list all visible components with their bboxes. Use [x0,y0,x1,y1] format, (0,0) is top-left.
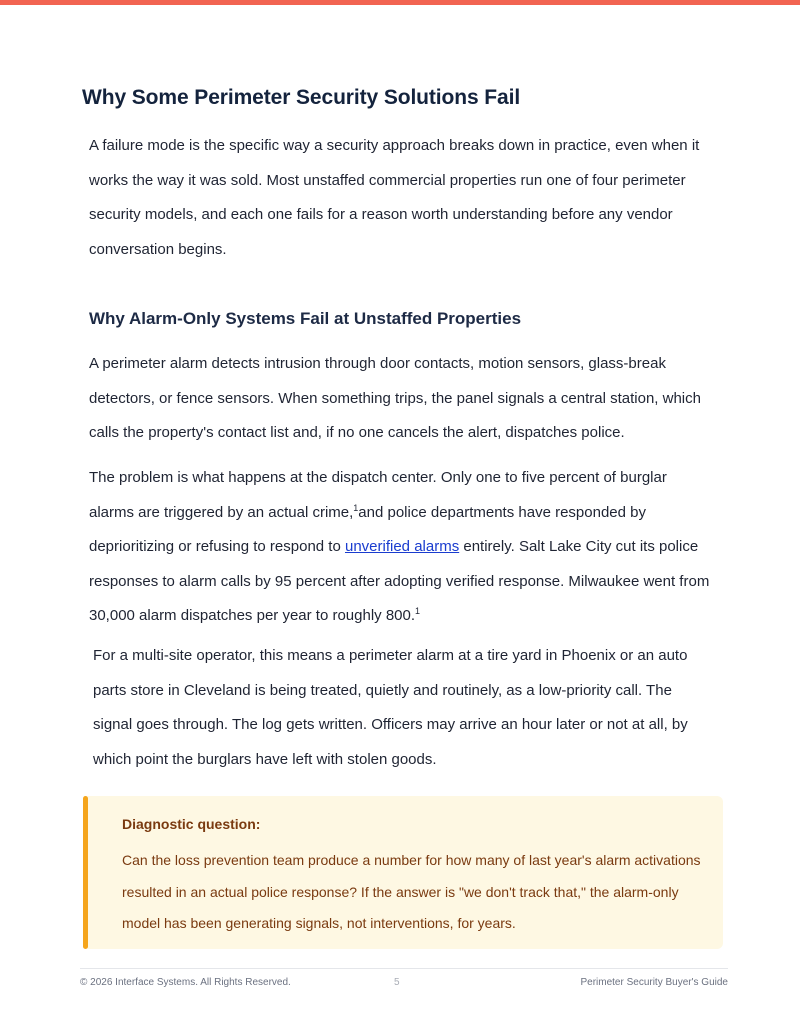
para2-text-2: and police departments have responded by deprioritizing or refusing to respond to [89,503,646,555]
footer-divider [80,968,728,969]
footer-doc-title: Perimeter Security Buyer's Guide [580,977,728,988]
top-accent-bar [0,0,800,5]
callout-accent-bar [83,796,88,949]
footer-page-number: 5 [394,977,400,988]
callout-label: Diagnostic question: [122,816,261,832]
intro-paragraph: A failure mode is the specific way a security approach breaks down in practice, even when it works the way it was sold. Most unstaffed commercial properties run one of four perimeter security models, and each one fails for a reason worth understanding before any vendor conversation begins. [89,137,700,258]
page-title: Why Some Perimeter Security Solutions Fail [82,86,521,109]
unverified-alarms-link[interactable]: unverified alarms [344,538,460,555]
para2-text-1: The problem is what happens at the dispatch center. Only one to five percent of burglar alarms are triggered by an actual crime, [89,469,667,521]
callout-body: Can the loss prevention team produce a number for how many of last year's alarm activations resulted in an actual police response? If the answer is "we don't track that," the alarm-only model has been generating signals, not interventions, for years. [122,852,701,931]
footer-copyright: © 2026 Interface Systems. All Rights Reserved. [80,977,291,988]
section-paragraph-3: For a multi-site operator, this means a perimeter alarm at a tire yard in Phoenix or an auto parts store in Cleveland is being treated, quietly and routinely, as a low-priority call. The signal goes through. The log gets written. Officers may arrive an hour later or not at all, by which point the burglars have left with stolen goods. [93,647,688,768]
footnote-ref[interactable]: 1 [415,606,421,616]
para2-text-3: entirely. Salt Lake City cut its police responses to alarm calls by 95 percent after adopting verified response. Milwaukee went from 30,000 alarm dispatches per year to roughly 800. [89,538,710,624]
section-title: Why Alarm-Only Systems Fail at Unstaffed Properties [89,309,522,328]
diagnostic-callout [83,796,723,949]
footnote-ref[interactable]: 1 [353,502,359,513]
section-paragraph-1: A perimeter alarm detects intrusion through door contacts, motion sensors, glass-break detectors, or fence sensors. When something trips, the panel signals a central station, which calls the property's contact list and, if no one cancels the alert, dispatches police. [89,355,701,441]
section-paragraph-2 [89,461,714,634]
